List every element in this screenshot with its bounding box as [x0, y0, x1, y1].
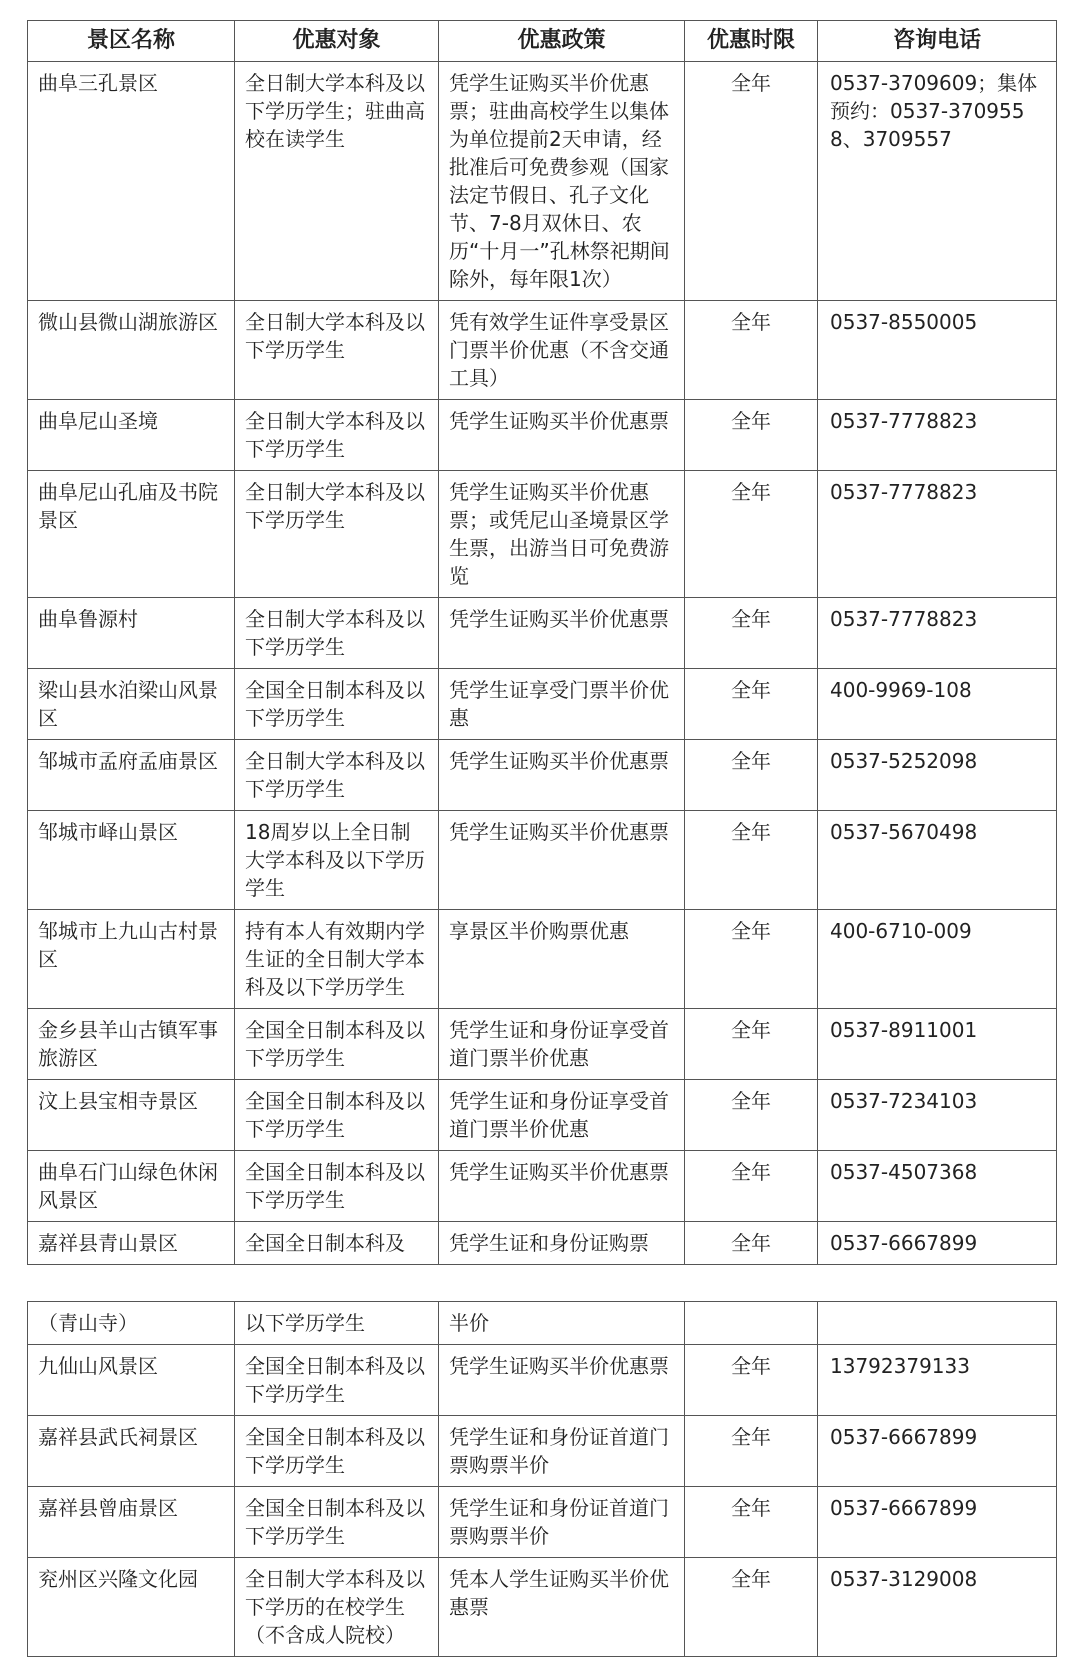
table-row — [28, 1558, 1057, 1657]
policy-cell: 凭学生证和身份证享受首道门票半价优惠 — [439, 1080, 685, 1151]
period-cell: 全年 — [685, 1222, 818, 1265]
policy-cell: 凭学生证和身份证购票 — [439, 1222, 685, 1265]
scenic-name-cell: 曲阜三孔景区 — [28, 62, 235, 301]
table-header-row — [28, 21, 1057, 62]
table-row — [28, 811, 1057, 910]
phone-cell: 0537-8550005 — [818, 301, 1057, 400]
header-target: 优惠对象 — [235, 21, 439, 62]
phone-cell: 0537-6667899 — [818, 1222, 1057, 1265]
phone-cell: 0537-5252098 — [818, 740, 1057, 811]
target-cell: 全国全日制本科及以下学历学生 — [235, 1345, 439, 1416]
period-cell: 全年 — [685, 400, 818, 471]
period-cell: 全年 — [685, 1009, 818, 1080]
period-cell: 全年 — [685, 1151, 818, 1222]
scenic-name-cell: 嘉祥县曾庙景区 — [28, 1487, 235, 1558]
target-cell: 全日制大学本科及以下学历学生 — [235, 740, 439, 811]
target-cell: 全国全日制本科及以下学历学生 — [235, 669, 439, 740]
policy-cell: 凭有效学生证件享受景区门票半价优惠（不含交通工具） — [439, 301, 685, 400]
period-cell: 全年 — [685, 1416, 818, 1487]
table-row — [28, 740, 1057, 811]
target-cell: 以下学历学生 — [235, 1302, 439, 1345]
policy-cell: 凭学生证购买半价优惠票 — [439, 400, 685, 471]
policy-cell: 凭学生证享受门票半价优惠 — [439, 669, 685, 740]
scenic-name-cell: 微山县微山湖旅游区 — [28, 301, 235, 400]
policy-cell: 凭学生证购买半价优惠票 — [439, 1345, 685, 1416]
policy-cell: 享景区半价购票优惠 — [439, 910, 685, 1009]
scenic-name-cell: 邹城市峄山景区 — [28, 811, 235, 910]
period-cell: 全年 — [685, 811, 818, 910]
period-cell: 全年 — [685, 669, 818, 740]
phone-cell: 0537-8911001 — [818, 1009, 1057, 1080]
phone-cell: 0537-7778823 — [818, 400, 1057, 471]
scenic-name-cell: 金乡县羊山古镇军事旅游区 — [28, 1009, 235, 1080]
phone-cell: 0537-5670498 — [818, 811, 1057, 910]
phone-cell: 0537-6667899 — [818, 1416, 1057, 1487]
table-row — [28, 62, 1057, 301]
table-row — [28, 1302, 1057, 1345]
discount-table — [27, 20, 1057, 1265]
period-cell: 全年 — [685, 598, 818, 669]
table-row — [28, 598, 1057, 669]
table-row — [28, 301, 1057, 400]
cutoff-title-fragment — [150, 0, 670, 6]
table-row — [28, 1080, 1057, 1151]
scenic-name-cell: 梁山县水泊梁山风景区 — [28, 669, 235, 740]
scenic-name-cell: 邹城市孟府孟庙景区 — [28, 740, 235, 811]
policy-cell: 凭学生证购买半价优惠票 — [439, 1151, 685, 1222]
scenic-name-cell: 嘉祥县青山景区 — [28, 1222, 235, 1265]
target-cell: 全日制大学本科及以下学历学生；驻曲高校在读学生 — [235, 62, 439, 301]
scenic-name-cell: 汶上县宝相寺景区 — [28, 1080, 235, 1151]
policy-cell: 半价 — [439, 1302, 685, 1345]
phone-cell: 0537-7778823 — [818, 598, 1057, 669]
period-cell: 全年 — [685, 910, 818, 1009]
period-cell: 全年 — [685, 62, 818, 301]
target-cell: 全国全日制本科及以下学历学生 — [235, 1416, 439, 1487]
target-cell: 全日制大学本科及以下学历学生 — [235, 301, 439, 400]
header-scenic-name: 景区名称 — [28, 21, 235, 62]
table-row — [28, 669, 1057, 740]
period-cell: 全年 — [685, 471, 818, 598]
phone-cell — [818, 1302, 1057, 1345]
table-row — [28, 1222, 1057, 1265]
scenic-name-cell: 曲阜石门山绿色休闲风景区 — [28, 1151, 235, 1222]
period-cell: 全年 — [685, 740, 818, 811]
table-row — [28, 1151, 1057, 1222]
table-row — [28, 1345, 1057, 1416]
scenic-name-cell: 曲阜鲁源村 — [28, 598, 235, 669]
scenic-name-cell: 邹城市上九山古村景区 — [28, 910, 235, 1009]
policy-cell: 凭学生证购买半价优惠票；驻曲高校学生以集体为单位提前2天申请，经批准后可免费参观（国家法定节假日、孔子文化节、7-8月双休日、农历“十月一”孔林祭祀期间除外，每年限1次） — [439, 62, 685, 301]
policy-cell: 凭学生证和身份证首道门票购票半价 — [439, 1416, 685, 1487]
target-cell: 全国全日制本科及以下学历学生 — [235, 1009, 439, 1080]
scenic-name-cell: 九仙山风景区 — [28, 1345, 235, 1416]
target-cell: 全日制大学本科及以下学历的在校学生（不含成人院校） — [235, 1558, 439, 1657]
table-row — [28, 400, 1057, 471]
policy-cell: 凭学生证购买半价优惠票；或凭尼山圣境景区学生票，出游当日可免费游览 — [439, 471, 685, 598]
table-row — [28, 471, 1057, 598]
policy-cell: 凭学生证购买半价优惠票 — [439, 811, 685, 910]
phone-cell: 400-6710-009 — [818, 910, 1057, 1009]
phone-cell: 0537-3709609；集体预约：0537-3709558、3709557 — [818, 62, 1057, 301]
phone-cell: 400-9969-108 — [818, 669, 1057, 740]
period-cell: 全年 — [685, 301, 818, 400]
target-cell: 全日制大学本科及以下学历学生 — [235, 598, 439, 669]
period-cell: 全年 — [685, 1345, 818, 1416]
period-cell — [685, 1302, 818, 1345]
policy-cell: 凭学生证购买半价优惠票 — [439, 740, 685, 811]
target-cell: 全国全日制本科及以下学历学生 — [235, 1080, 439, 1151]
period-cell: 全年 — [685, 1080, 818, 1151]
phone-cell: 0537-7234103 — [818, 1080, 1057, 1151]
phone-cell: 0537-4507368 — [818, 1151, 1057, 1222]
table-row — [28, 910, 1057, 1009]
target-cell: 全国全日制本科及以下学历学生 — [235, 1151, 439, 1222]
header-period: 优惠时限 — [685, 21, 818, 62]
target-cell: 全国全日制本科及 — [235, 1222, 439, 1265]
target-cell: 全日制大学本科及以下学历学生 — [235, 471, 439, 598]
scenic-name-cell: 曲阜尼山孔庙及书院景区 — [28, 471, 235, 598]
phone-cell: 13792379133 — [818, 1345, 1057, 1416]
target-cell: 持有本人有效期内学生证的全日制大学本科及以下学历学生 — [235, 910, 439, 1009]
phone-cell: 0537-3129008 — [818, 1558, 1057, 1657]
scenic-name-cell: 兖州区兴隆文化园 — [28, 1558, 235, 1657]
target-cell: 全国全日制本科及以下学历学生 — [235, 1487, 439, 1558]
scenic-name-cell: 曲阜尼山圣境 — [28, 400, 235, 471]
period-cell: 全年 — [685, 1558, 818, 1657]
discount-table-continued — [27, 1301, 1057, 1657]
policy-cell: 凭学生证和身份证享受首道门票半价优惠 — [439, 1009, 685, 1080]
scenic-name-cell: 嘉祥县武氏祠景区 — [28, 1416, 235, 1487]
target-cell: 全日制大学本科及以下学历学生 — [235, 400, 439, 471]
phone-cell: 0537-6667899 — [818, 1487, 1057, 1558]
table-row — [28, 1416, 1057, 1487]
header-phone: 咨询电话 — [818, 21, 1057, 62]
table-row — [28, 1009, 1057, 1080]
header-policy: 优惠政策 — [439, 21, 685, 62]
table-row — [28, 1487, 1057, 1558]
scenic-name-cell: （青山寺） — [28, 1302, 235, 1345]
period-cell: 全年 — [685, 1487, 818, 1558]
target-cell: 18周岁以上全日制大学本科及以下学历学生 — [235, 811, 439, 910]
policy-cell: 凭学生证和身份证首道门票购票半价 — [439, 1487, 685, 1558]
phone-cell: 0537-7778823 — [818, 471, 1057, 598]
policy-cell: 凭学生证购买半价优惠票 — [439, 598, 685, 669]
policy-cell: 凭本人学生证购买半价优惠票 — [439, 1558, 685, 1657]
